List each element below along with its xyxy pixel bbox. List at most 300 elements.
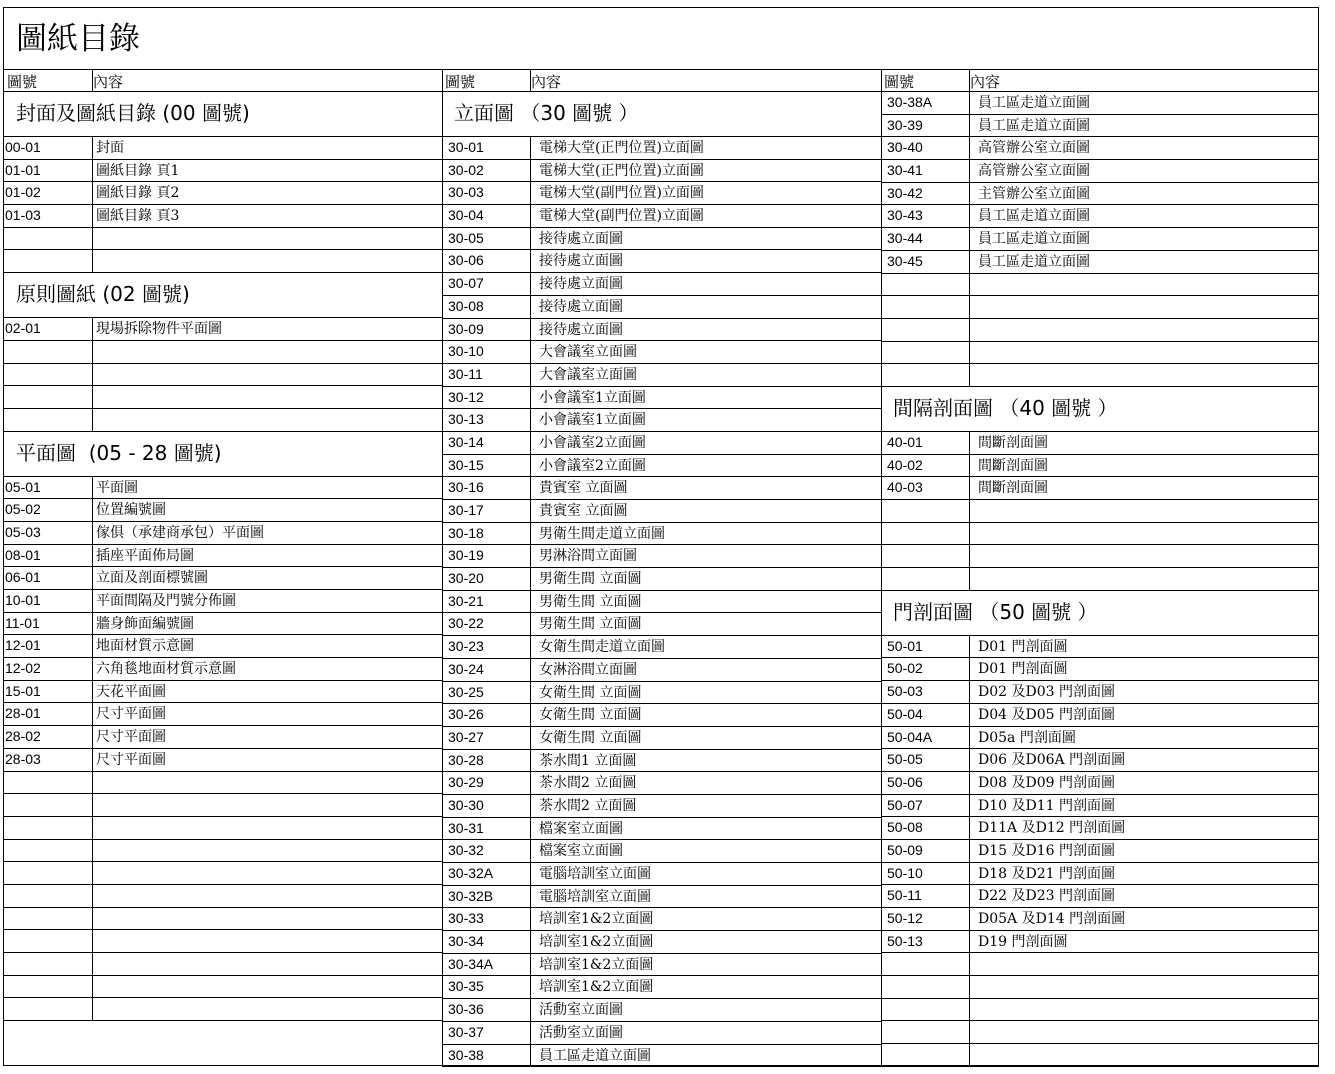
- drawing-number: 05-01: [5, 478, 41, 495]
- table-row: [881, 795, 1319, 818]
- table-row: [442, 319, 881, 342]
- drawing-number: 30-20: [448, 570, 484, 587]
- row-divider: [969, 92, 970, 387]
- header-code-label: 圖號: [445, 73, 476, 91]
- drawing-description: 茶水間1 立面圖: [539, 752, 637, 769]
- table-row: [881, 636, 1319, 659]
- table-row: [442, 750, 881, 773]
- table-row: [881, 205, 1319, 228]
- drawing-description: 電梯大堂(副門位置)立面圖: [539, 208, 704, 225]
- drawing-number: 50-10: [887, 864, 923, 881]
- drawing-number: 30-28: [448, 751, 484, 768]
- table-row: [881, 727, 1319, 750]
- section-heading: [881, 591, 1319, 636]
- section-rows: [442, 137, 881, 1067]
- table-row: [4, 635, 442, 658]
- drawing-description: 大會議室立面圖: [539, 366, 637, 383]
- drawing-number: 30-19: [448, 547, 484, 564]
- drawing-number: 28-01: [5, 705, 41, 722]
- section-rows: [881, 636, 1319, 1067]
- drawing-description: D15 及D16 門剖面圖: [978, 842, 1115, 859]
- drawing-number: 40-01: [887, 433, 923, 450]
- table-row: [881, 568, 1319, 591]
- drawing-number: 30-06: [448, 252, 484, 269]
- drawing-description: D05a 門剖面圖: [978, 729, 1076, 746]
- drawing-number: 30-02: [448, 161, 484, 178]
- drawing-description: D01 門剖面圖: [978, 638, 1068, 655]
- header-divider: [92, 70, 93, 91]
- drawing-number: 30-34A: [448, 955, 494, 972]
- drawing-number: 30-09: [448, 320, 484, 337]
- drawing-description: 電腦培訓室立面圖: [539, 888, 651, 905]
- drawing-number: 30-05: [448, 229, 484, 246]
- drawing-number: 30-08: [448, 297, 484, 314]
- table-row: [4, 885, 442, 908]
- table-row: [4, 726, 442, 749]
- header-divider: [530, 70, 531, 91]
- drawing-number: 30-11: [448, 365, 483, 382]
- row-divider: [530, 137, 531, 1067]
- table-row: [442, 228, 881, 251]
- table-row: [4, 658, 442, 681]
- table-row: [881, 92, 1319, 115]
- table-row: [881, 840, 1319, 863]
- table-row: [881, 749, 1319, 772]
- section-title: 立面圖 （30 圖號 ）: [454, 101, 639, 125]
- drawing-description: 小會議室2立面圖: [539, 434, 646, 451]
- drawing-number: 30-07: [448, 275, 484, 292]
- table-row: [4, 409, 442, 432]
- table-row: [881, 999, 1319, 1022]
- drawing-description: 男衛生間 立面圖: [539, 616, 642, 633]
- table-row: [4, 590, 442, 613]
- drawing-number: 30-33: [448, 910, 484, 927]
- column-header: [4, 69, 442, 92]
- drawing-description: 員工區走道立面圖: [978, 208, 1090, 225]
- drawing-number: 30-03: [448, 184, 484, 201]
- drawing-description: 員工區走道立面圖: [978, 117, 1090, 134]
- drawing-number: 30-27: [448, 728, 484, 745]
- column-header: [442, 69, 881, 92]
- drawing-number: 30-17: [448, 502, 484, 518]
- section-title: 原則圖紙 (02 圖號): [16, 282, 190, 307]
- drawing-description: D04 及D05 門剖面圖: [978, 706, 1115, 723]
- drawing-description: 電腦培訓室立面圖: [539, 866, 651, 882]
- table-row: [881, 1021, 1319, 1044]
- drawing-number: 50-04: [887, 705, 923, 722]
- table-row: [442, 636, 881, 659]
- table-row: [442, 137, 881, 160]
- drawing-description: 平面間隔及門號分佈圖: [96, 593, 236, 609]
- table-row: [881, 296, 1319, 319]
- table-row: [442, 432, 881, 455]
- table-row: [442, 455, 881, 478]
- drawing-description: 女衛生間 立面圖: [539, 684, 642, 701]
- row-divider: [969, 432, 970, 591]
- drawing-description: 大會議室立面圖: [539, 344, 637, 361]
- column-2: [442, 69, 881, 1067]
- drawing-number: 30-13: [448, 411, 484, 428]
- table-row: [4, 862, 442, 885]
- drawing-description: 高管辦公室立面圖: [978, 163, 1090, 180]
- drawing-number: 08-01: [5, 546, 41, 563]
- drawing-number: 30-45: [887, 252, 923, 269]
- drawing-number: 30-38: [448, 1046, 484, 1063]
- table-row: [881, 455, 1319, 478]
- drawing-description: 茶水間2 立面圖: [539, 775, 637, 792]
- drawing-number: 50-02: [887, 660, 923, 677]
- drawing-description: 培訓室1&2立面圖: [539, 934, 654, 951]
- table-row: [881, 931, 1319, 954]
- drawing-description: 員工區走道立面圖: [978, 231, 1090, 248]
- drawing-number: 01-01: [5, 161, 41, 178]
- table-row: [442, 250, 881, 273]
- drawing-index-sheet: [3, 7, 1319, 1066]
- table-row: [881, 772, 1319, 795]
- table-row: [4, 930, 442, 953]
- drawing-description: 女衛生間 立面圖: [539, 707, 642, 724]
- table-row: [881, 908, 1319, 931]
- drawing-description: 小會議室2立面圖: [539, 457, 646, 474]
- table-row: [881, 681, 1319, 704]
- drawing-description: 傢俱（承建商承包）平面圖: [96, 524, 264, 541]
- drawing-description: 間斷剖面圖: [978, 457, 1048, 474]
- table-row: [4, 364, 442, 387]
- table-row: [442, 772, 881, 795]
- table-row: [4, 749, 442, 772]
- table-row: [4, 840, 442, 863]
- drawing-description: 電梯大堂(正門位置)立面圖: [539, 162, 704, 179]
- table-row: [881, 1044, 1319, 1067]
- drawing-description: 立面及剖面標號圖: [96, 570, 208, 587]
- drawing-description: 員工區走道立面圖: [978, 253, 1090, 270]
- drawing-number: 05-02: [5, 501, 41, 518]
- drawing-description: 位置編號圖: [96, 502, 166, 519]
- header-code-label: 圖號: [7, 73, 38, 91]
- drawing-description: D08 及D09 門剖面圖: [978, 774, 1115, 791]
- drawing-description: 現場拆除物件平面圖: [96, 321, 222, 338]
- drawing-number: 01-02: [5, 184, 41, 201]
- drawing-number: 30-32B: [448, 887, 494, 904]
- drawing-number: 30-31: [448, 819, 484, 836]
- table-row: [442, 523, 881, 546]
- table-row: [4, 205, 442, 228]
- drawing-description: D11A 及D12 門剖面圖: [978, 820, 1126, 837]
- drawing-description: 貴賓室 立面圖: [539, 480, 628, 497]
- section-title: 門剖面圖 （50 圖號 ）: [893, 599, 1098, 624]
- drawing-description: 女衛生間走道立面圖: [539, 639, 665, 656]
- drawing-number: 30-21: [448, 592, 484, 609]
- section-title: 封面及圖紙目錄 (00 圖號): [16, 101, 250, 125]
- drawing-description: 主管辦公室立面圖: [978, 185, 1090, 202]
- table-row: [442, 364, 881, 387]
- header-code-label: 圖號: [884, 73, 915, 91]
- drawing-number: 50-12: [887, 910, 923, 926]
- header-divider: [969, 70, 970, 91]
- table-row: [881, 658, 1319, 681]
- drawing-number: 30-30: [448, 796, 484, 813]
- drawing-description: 檔案室立面圖: [539, 843, 623, 860]
- table-row: [442, 886, 881, 909]
- drawing-number: 30-37: [448, 1023, 484, 1040]
- drawing-number: 50-03: [887, 683, 923, 700]
- drawing-description: 尺寸平面圖: [96, 706, 166, 723]
- drawing-number: 30-34: [448, 933, 484, 950]
- table-row: [442, 999, 881, 1022]
- drawing-number: 28-03: [5, 750, 41, 767]
- drawing-number: 30-22: [448, 615, 484, 632]
- table-row: [442, 727, 881, 750]
- drawing-number: 30-04: [448, 207, 484, 224]
- table-row: [881, 976, 1319, 999]
- drawing-number: 50-13: [887, 932, 923, 949]
- table-row: [442, 704, 881, 727]
- drawing-number: 30-01: [448, 139, 484, 155]
- table-row: [881, 500, 1319, 523]
- drawing-number: 30-32A: [448, 865, 494, 881]
- table-row: [442, 954, 881, 977]
- table-row: [442, 840, 881, 863]
- table-row: [881, 523, 1319, 546]
- drawing-number: 50-01: [887, 637, 923, 654]
- table-row: [4, 522, 442, 545]
- drawing-description: 女衛生間 立面圖: [539, 729, 642, 746]
- table-row: [442, 296, 881, 319]
- table-row: [4, 953, 442, 976]
- drawing-description: D01 門剖面圖: [978, 661, 1068, 678]
- table-row: [442, 591, 881, 614]
- drawing-description: 培訓室1&2立面圖: [539, 911, 654, 928]
- section-title: 平面圖 (05 - 28 圖號): [16, 440, 222, 465]
- header-desc-label: 內容: [970, 73, 1001, 91]
- drawing-description: 天花平面圖: [96, 683, 166, 700]
- table-row: [881, 432, 1319, 455]
- drawing-description: 接待處立面圖: [539, 298, 623, 315]
- section-heading: [442, 92, 881, 137]
- drawing-description: D10 及D11 門剖面圖: [978, 797, 1115, 814]
- table-row: [442, 160, 881, 183]
- page-title: 圖紙目錄: [16, 21, 140, 57]
- drawing-number: 30-15: [448, 456, 484, 473]
- drawing-description: 間斷剖面圖: [978, 480, 1048, 497]
- drawing-number: 02-01: [5, 320, 41, 337]
- drawing-number: 30-40: [887, 139, 923, 156]
- section-rows: [881, 92, 1319, 387]
- drawing-description: 接待處立面圖: [539, 321, 623, 338]
- drawing-number: 12-02: [5, 660, 41, 677]
- table-row: [442, 818, 881, 841]
- header-desc-label: 內容: [93, 73, 124, 91]
- table-row: [4, 477, 442, 500]
- table-row: [442, 568, 881, 591]
- section-rows: [4, 318, 442, 431]
- drawing-description: 接待處立面圖: [539, 230, 623, 247]
- table-row: [881, 251, 1319, 274]
- table-row: [4, 681, 442, 704]
- drawing-description: D22 及D23 門剖面圖: [978, 888, 1115, 905]
- drawing-description: 電梯大堂(副門位置)立面圖: [539, 185, 704, 202]
- drawing-description: 圖紙目錄 頁3: [96, 208, 180, 225]
- table-row: [4, 250, 442, 273]
- drawing-number: 30-24: [448, 660, 484, 677]
- table-row: [4, 794, 442, 817]
- drawing-number: 05-03: [5, 523, 41, 540]
- table-row: [4, 817, 442, 840]
- drawing-description: 活動室立面圖: [539, 1024, 623, 1041]
- drawing-number: 50-07: [887, 796, 923, 813]
- table-row: [881, 115, 1319, 138]
- drawing-description: 男衛生間 立面圖: [539, 593, 642, 610]
- section-rows: [4, 477, 442, 1022]
- table-row: [442, 205, 881, 228]
- column-divider: [881, 69, 882, 1066]
- drawing-number: 30-35: [448, 978, 484, 995]
- drawing-number: 40-03: [887, 479, 923, 496]
- drawing-description: 尺寸平面圖: [96, 729, 166, 746]
- table-row: [881, 183, 1319, 206]
- section-rows: [4, 137, 442, 273]
- drawing-description: 圖紙目錄 頁1: [96, 162, 180, 179]
- row-divider: [92, 137, 93, 273]
- table-row: [442, 795, 881, 818]
- table-row: [4, 499, 442, 522]
- drawing-description: 地面材質示意圖: [96, 638, 194, 655]
- drawing-description: D18 及D21 門剖面圖: [978, 865, 1115, 882]
- column-1: [4, 69, 442, 1021]
- table-row: [4, 998, 442, 1021]
- drawing-number: 01-03: [5, 207, 41, 224]
- drawing-number: 00-01: [5, 139, 41, 155]
- table-row: [881, 137, 1319, 160]
- table-row: [881, 817, 1319, 840]
- drawing-description: 封面: [96, 140, 124, 156]
- table-row: [442, 613, 881, 636]
- drawing-number: 50-04A: [887, 728, 933, 745]
- table-row: [4, 228, 442, 251]
- drawing-description: 電梯大堂(正門位置)立面圖: [539, 140, 704, 156]
- table-row: [442, 273, 881, 296]
- drawing-description: D06 及D06A 門剖面圖: [978, 752, 1126, 769]
- drawing-number: 30-23: [448, 638, 484, 655]
- drawing-number: 50-09: [887, 841, 923, 858]
- drawing-number: 30-32: [448, 842, 484, 859]
- table-row: [881, 545, 1319, 568]
- section-heading: [881, 387, 1319, 432]
- column-header: [881, 69, 1319, 92]
- drawing-description: 間斷剖面圖: [978, 434, 1048, 451]
- table-row: [881, 274, 1319, 297]
- drawing-number: 30-12: [448, 388, 484, 405]
- table-row: [442, 1045, 881, 1068]
- drawing-description: D05A 及D14 門剖面圖: [978, 911, 1126, 927]
- drawing-description: 牆身飾面編號圖: [96, 615, 194, 632]
- table-row: [4, 318, 442, 341]
- drawing-number: 30-43: [887, 207, 923, 224]
- row-divider: [969, 636, 970, 1067]
- drawing-description: 小會議室1立面圖: [539, 389, 646, 406]
- table-row: [442, 931, 881, 954]
- drawing-number: 50-05: [887, 751, 923, 768]
- drawing-number: 06-01: [5, 569, 41, 586]
- drawing-description: 插座平面佈局圖: [96, 547, 194, 564]
- column-3: [881, 69, 1319, 1067]
- table-row: [442, 545, 881, 568]
- drawing-description: 男淋浴間立面圖: [539, 548, 637, 565]
- drawing-number: 10-01: [5, 592, 41, 608]
- drawing-number: 11-01: [5, 614, 40, 631]
- table-row: [4, 137, 442, 160]
- drawing-description: 小會議室1立面圖: [539, 412, 646, 429]
- drawing-number: 30-25: [448, 683, 484, 700]
- table-row: [881, 364, 1319, 387]
- table-row: [881, 160, 1319, 183]
- table-row: [881, 319, 1319, 342]
- drawing-description: 高管辦公室立面圖: [978, 140, 1090, 157]
- drawing-number: 30-26: [448, 706, 484, 723]
- drawing-description: 接待處立面圖: [539, 253, 623, 270]
- table-row: [881, 953, 1319, 976]
- table-row: [4, 545, 442, 568]
- table-row: [4, 772, 442, 795]
- table-row: [4, 613, 442, 636]
- drawing-number: 30-18: [448, 524, 484, 541]
- table-row: [442, 477, 881, 500]
- drawing-number: 40-02: [887, 456, 923, 473]
- table-row: [881, 704, 1319, 727]
- table-row: [442, 908, 881, 931]
- drawing-number: 30-16: [448, 479, 484, 496]
- drawing-description: 女淋浴間立面圖: [539, 661, 637, 678]
- table-row: [442, 863, 881, 886]
- drawing-number: 30-36: [448, 1001, 484, 1018]
- drawing-number: 30-29: [448, 774, 484, 791]
- drawing-number: 50-06: [887, 773, 923, 790]
- table-row: [4, 182, 442, 205]
- header-desc-label: 內容: [531, 73, 562, 91]
- table-row: [442, 659, 881, 682]
- section-heading: [4, 432, 442, 477]
- table-row: [442, 409, 881, 432]
- section-title: 間隔剖面圖 （40 圖號 ）: [893, 395, 1118, 420]
- table-row: [4, 386, 442, 409]
- table-row: [4, 976, 442, 999]
- drawing-description: 檔案室立面圖: [539, 820, 623, 837]
- drawing-number: 30-10: [448, 343, 484, 360]
- drawing-number: 50-08: [887, 819, 923, 836]
- drawing-description: 員工區走道立面圖: [978, 95, 1090, 111]
- table-row: [442, 1022, 881, 1045]
- drawing-number: 15-01: [5, 682, 41, 699]
- drawing-description: 接待處立面圖: [539, 276, 623, 293]
- table-row: [4, 567, 442, 590]
- table-row: [881, 342, 1319, 365]
- table-row: [442, 682, 881, 705]
- drawing-description: D19 門剖面圖: [978, 933, 1068, 950]
- table-row: [442, 976, 881, 999]
- table-row: [881, 477, 1319, 500]
- drawing-description: 男衛生間走道立面圖: [539, 525, 665, 542]
- drawing-description: 培訓室1&2立面圖: [539, 979, 654, 996]
- section-heading: [4, 92, 442, 137]
- drawing-number: 30-41: [887, 162, 923, 179]
- drawing-description: 員工區走道立面圖: [539, 1047, 651, 1064]
- drawing-description: 尺寸平面圖: [96, 751, 166, 768]
- drawing-description: 平面圖: [96, 479, 138, 496]
- drawing-description: D02 及D03 門剖面圖: [978, 684, 1115, 701]
- drawing-description: 貴賓室 立面圖: [539, 503, 628, 519]
- table-row: [442, 182, 881, 205]
- table-row: [442, 387, 881, 410]
